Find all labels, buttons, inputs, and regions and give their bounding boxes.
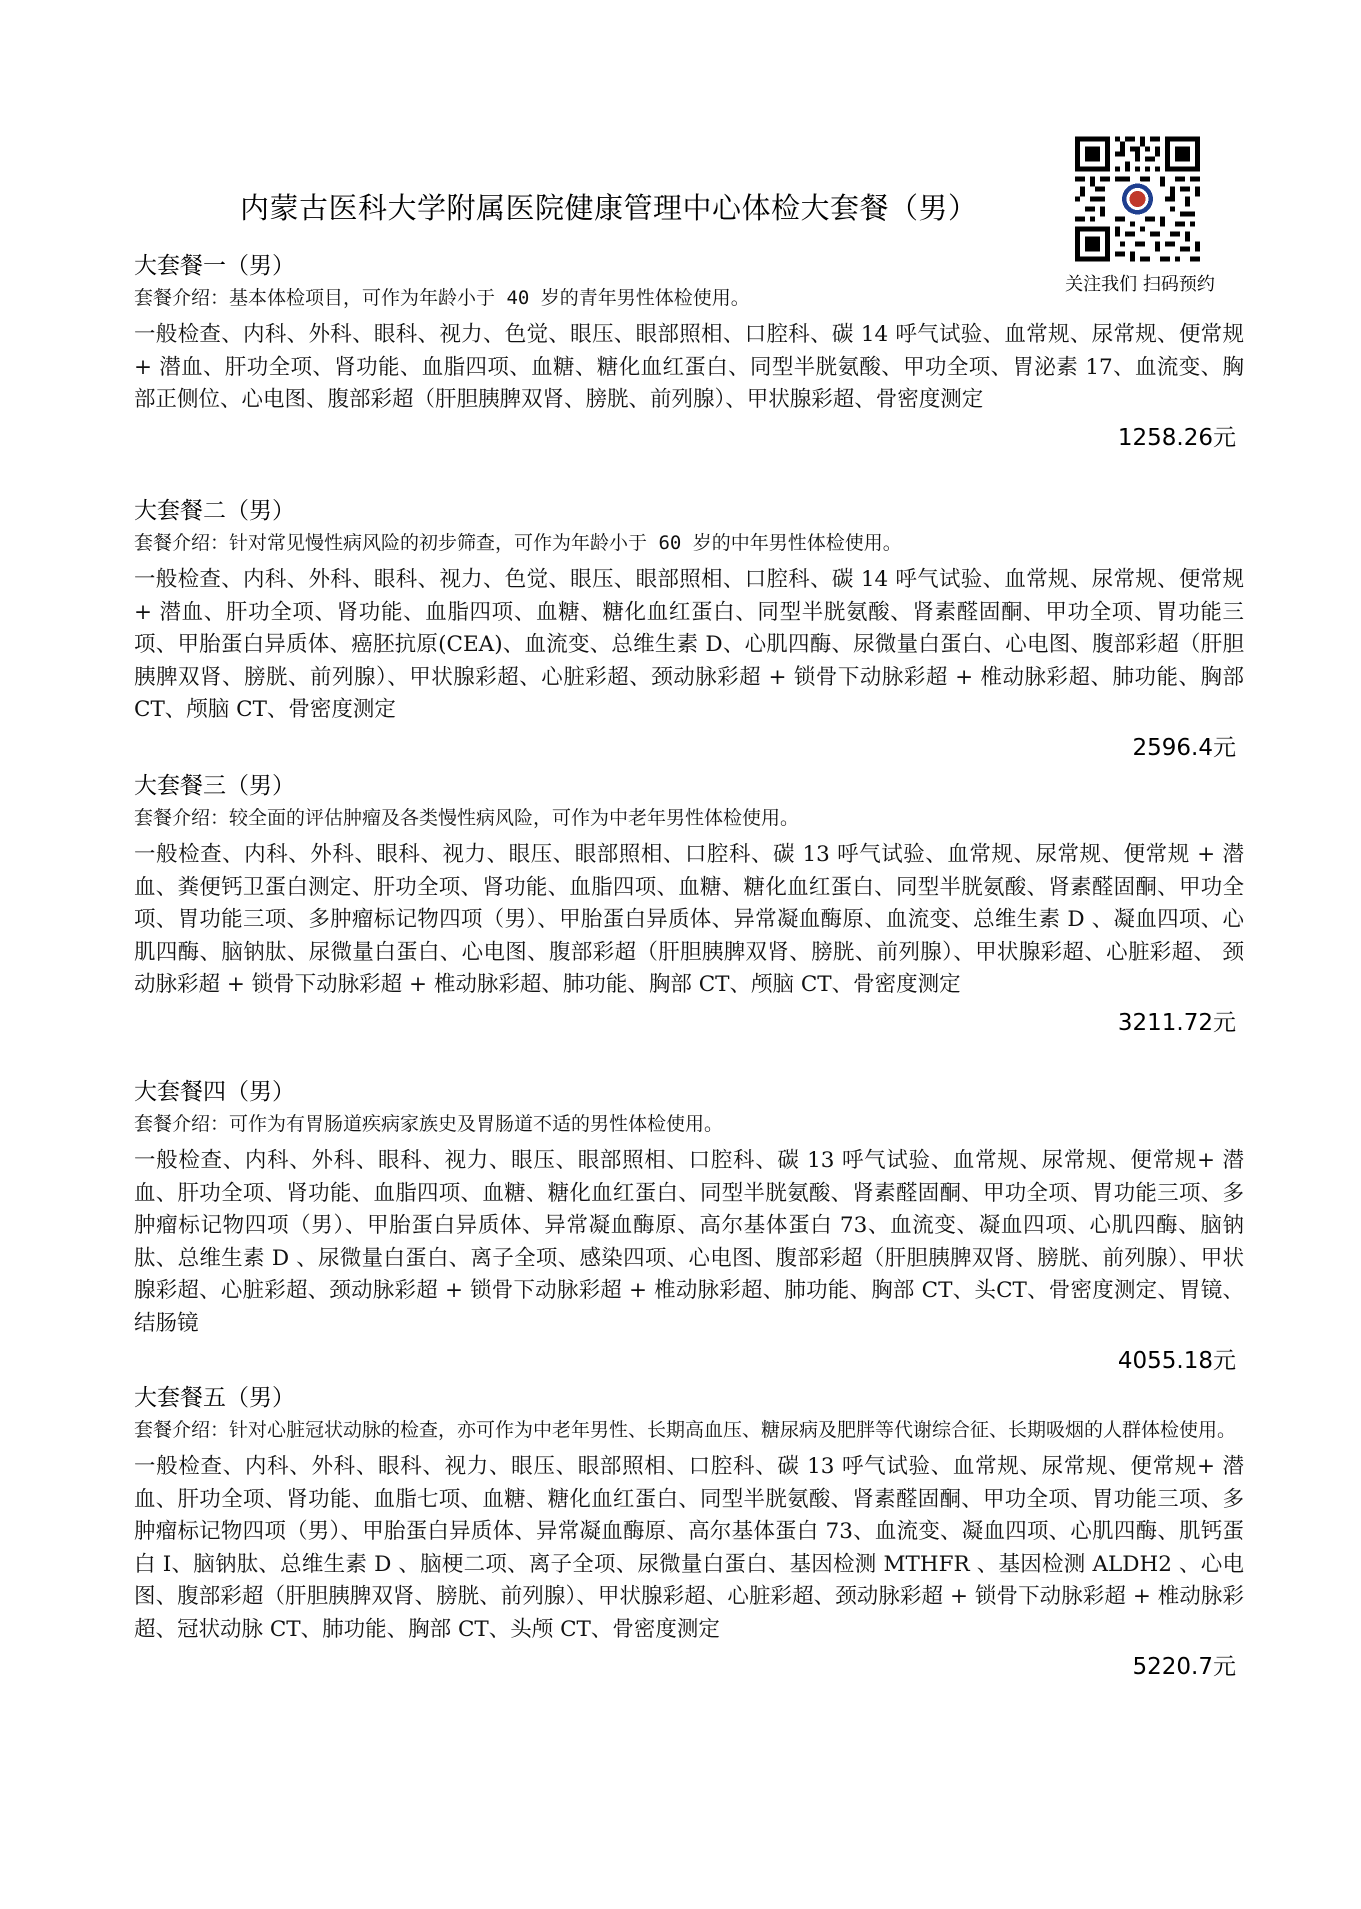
package-name: 大套餐二（男） — [134, 498, 295, 524]
package-items: 一般检查、内科、外科、眼科、视力、眼压、眼部照相、口腔科、碳 13 呼气试验、血常规、尿常规、便常规+ 潜血、肝功全项、肾功能、血脂四项、血糖、糖化血红蛋白、同型半胱氨酸、肾素醛固酮、甲功全项、胃功能三项、多肿瘤标记物四项（男）、甲胎蛋白异质体、异常凝血酶原、高尔基体蛋白 73、血流变、凝血四项、心肌四酶、脑钠肽、总维生素 D 、尿微量白蛋白、离子全项、感染四项、心电图、腹部彩超（肝胆胰脾双肾、膀胱、前列腺）、甲状腺彩超、心脏彩超、颈动脉彩超 + 锁骨下动脉彩超 + 椎动脉彩超、肺功能、胸部 CT、头CT、骨密度测定、胃镜、结肠镜 — [134, 1148, 1244, 1336]
package-price: 2596.4元 — [1132, 734, 1236, 761]
package-name: 大套餐五（男） — [134, 1385, 295, 1411]
package-name: 大套餐一（男） — [134, 253, 295, 279]
qr-code[interactable] — [1075, 133, 1200, 265]
package-price: 1258.26元 — [1117, 424, 1236, 451]
package-2 — [134, 496, 1244, 763]
package-intro: 套餐介绍：可作为有胃肠道疾病家族史及胃肠道不适的男性体检使用。 — [134, 1113, 724, 1135]
package-5 — [134, 1383, 1244, 1682]
package-intro: 套餐介绍：较全面的评估肿瘤及各类慢性病风险，可作为中老年男性体检使用。 — [134, 807, 800, 829]
package-items: 一般检查、内科、外科、眼科、视力、色觉、眼压、眼部照相、口腔科、碳 14 呼气试验、血常规、尿常规、便常规 + 潜血、肝功全项、肾功能、血脂四项、血糖、糖化血红蛋白、同型半胱氨酸、甲功全项、胃泌素 17、血流变、胸部正侧位、心电图、腹部彩超（肝胆胰脾双肾、膀胱、前列腺）、甲状腺彩超、骨密度测定 — [134, 322, 1244, 412]
qr-caption: 关注我们 扫码预约 — [1065, 274, 1215, 295]
package-items: 一般检查、内科、外科、眼科、视力、眼压、眼部照相、口腔科、碳 13 呼气试验、血常规、尿常规、便常规 + 潜血、粪便钙卫蛋白测定、肝功全项、肾功能、血脂四项、血糖、糖化血红蛋白、同型半胱氨酸、肾素醛固酮、甲功全项、胃功能三项、多肿瘤标记物四项（男）、甲胎蛋白异质体、异常凝血酶原、血流变、总维生素 D 、凝血四项、心肌四酶、脑钠肽、尿微量白蛋白、心电图、腹部彩超（肝胆胰脾双肾、膀胱、前列腺）、甲状腺彩超、心脏彩超、 颈动脉彩超 + 锁骨下动脉彩超 + 椎动脉彩超、肺功能、胸部 CT、颅脑 CT、骨密度测定 — [134, 842, 1244, 997]
package-4 — [134, 1077, 1244, 1376]
package-intro: 套餐介绍：基本体检项目，可作为年龄小于 40 岁的青年男性体检使用。 — [134, 287, 750, 309]
package-price: 4055.18元 — [1117, 1348, 1236, 1374]
package-name: 大套餐四（男） — [134, 1079, 295, 1105]
package-intro: 套餐介绍：针对心脏冠状动脉的检查，亦可作为中老年男性、长期高血压、糖尿病及肥胖等代谢综合征、长期吸烟的人群体检使用。 — [134, 1419, 1237, 1441]
qr-code-icon — [1075, 133, 1200, 265]
page-title: 内蒙古医科大学附属医院健康管理中心体检大套餐（男） — [240, 191, 978, 225]
package-price: 5220.7元 — [1132, 1654, 1236, 1680]
package-name: 大套餐三（男） — [134, 773, 295, 799]
package-1 — [134, 251, 1244, 453]
package-price: 3211.72元 — [1117, 1009, 1236, 1036]
package-items: 一般检查、内科、外科、眼科、视力、色觉、眼压、眼部照相、口腔科、碳 14 呼气试验、血常规、尿常规、便常规 + 潜血、肝功全项、肾功能、血脂四项、血糖、糖化血红蛋白、同型半胱氨酸、肾素醛固酮、甲功全项、胃功能三项、甲胎蛋白异质体、癌胚抗原(CEA)、血流变、总维生素 D、心肌四酶、尿微量白蛋白、心电图、腹部彩超（肝胆胰脾双肾、膀胱、前列腺）、甲状腺彩超、心脏彩超、颈动脉彩超 + 锁骨下动脉彩超 + 椎动脉彩超、肺功能、胸部 CT、颅脑 CT、骨密度测定 — [134, 567, 1244, 722]
package-items: 一般检查、内科、外科、眼科、视力、眼压、眼部照相、口腔科、碳 13 呼气试验、血常规、尿常规、便常规+ 潜血、肝功全项、肾功能、血脂七项、血糖、糖化血红蛋白、同型半胱氨酸、肾素醛固酮、甲功全项、胃功能三项、多肿瘤标记物四项（男）、甲胎蛋白异质体、异常凝血酶原、高尔基体蛋白 73、血流变、凝血四项、心肌四酶、肌钙蛋白 I、脑钠肽、总维生素 D 、脑梗二项、离子全项、尿微量白蛋白、基因检测 MTHFR 、基因检测 ALDH2 、心电图、腹部彩超（肝胆胰脾双肾、膀胱、前列腺）、甲状腺彩超、心脏彩超、颈动脉彩超 + 锁骨下动脉彩超 + 椎动脉彩超、冠状动脉 CT、肺功能、胸部 CT、头颅 CT、骨密度测定 — [134, 1454, 1244, 1642]
package-intro: 套餐介绍：针对常见慢性病风险的初步筛查，可作为年龄小于 60 岁的中年男性体检使用。 — [134, 532, 902, 554]
package-3 — [134, 771, 1244, 1038]
